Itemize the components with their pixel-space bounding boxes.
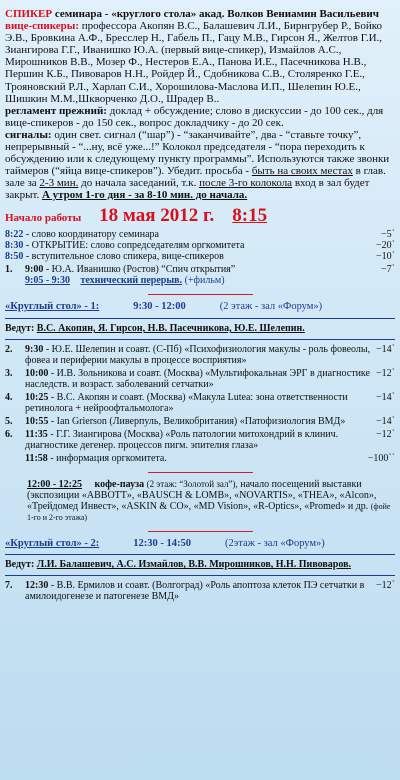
talk-item (5, 453, 395, 464)
talk-number: 3. (5, 367, 13, 379)
talk-text: - Ю.Е. Шелепин и соавт. (С-Пб) «Психофизиология макулы - роль фовеолы, фовеа и периферии макулы в процессе восприятия» (25, 343, 371, 366)
talk-number (5, 453, 25, 464)
talk-text: - В.С. Акопян и соавт. (Москва) «Макула Lutea: зона ответственности ретинолога + нейроофтальмолога» (25, 391, 348, 414)
coffee-note: (фойе 1-го и 2-го этажа) (27, 501, 391, 522)
chairs-names: Л.И. Балашевич, А.С. Измайлов, В.В. Мирошников, Н.Н. Пивоваров. (36, 559, 352, 571)
chairs-label: Ведут: (5, 559, 35, 571)
talk-time: 10:00 (25, 367, 49, 379)
talk-text: - Г.Г. Зиангирова (Москва) «Роль патологии митохондрий в клинич. диагностике дегенер. процессов пигм. эпителия глаза» (25, 428, 339, 451)
talk-item (5, 416, 395, 427)
talks-section-2 (5, 580, 395, 602)
section-time: 12:30 - 14:50 (133, 537, 191, 549)
talk-duration: −14` (376, 343, 395, 355)
reglament (5, 105, 395, 129)
talk-item (5, 429, 395, 451)
talk-duration: −14` (376, 415, 395, 427)
talk-duration: −100`` (367, 452, 395, 464)
schedule-time: 8:22 (5, 229, 24, 241)
start-line (5, 206, 395, 227)
talk-time: 11:58 (25, 452, 48, 464)
sig-mid: в глав. зале за (5, 165, 386, 190)
coffee-break (5, 479, 395, 523)
schedule-text: - вступительное слово спикера, вице-спикеров (25, 251, 224, 263)
break-text: технический перерыв. (80, 275, 183, 287)
speaker-line (5, 8, 395, 20)
section-place: (2 этаж - зал «Форум») (219, 301, 323, 313)
vice-label: вице-спикеры: (5, 20, 80, 33)
talk-text: - Ю.А. Иванишко (Ростов) “Спич открытия” (45, 264, 236, 276)
divider (148, 472, 253, 473)
header-block (5, 0, 395, 202)
talk-number: 6. (5, 428, 13, 440)
talk-duration: −7` (381, 264, 395, 276)
divider (148, 531, 253, 532)
coffee-text: начало посещений выставки (экспозиции «ABBOTT», «BAUSCH & LOMB», «NOVARTIS», «THEA», «Alcon», «Трейдомед Инвест», «ASKIN & CO», «MD Vision», «R-Optics», «Promed» и др. (27, 478, 377, 512)
talk-item (5, 392, 395, 414)
divider (148, 294, 253, 295)
talk-number: 7. (5, 580, 13, 592)
talk-item (5, 580, 395, 602)
speaker-text: семинара - «круглого стола» акад. Волков Вениамин Васильевич (54, 8, 379, 20)
section-place: (2этаж - зал «Форум») (225, 537, 325, 549)
divider (5, 554, 395, 555)
schedule-duration: −5` (381, 229, 395, 241)
opening-schedule (5, 229, 395, 262)
sig-u1: быть на своих местах (251, 165, 353, 178)
talk-number: 5. (5, 415, 13, 427)
sig-label: сигналы: (5, 128, 52, 141)
talk-item (5, 344, 395, 366)
break-line (5, 275, 395, 286)
talk-time: 10:55 (25, 415, 49, 427)
divider (5, 318, 395, 319)
talk-text: - Ian Grierson (Ливерпуль, Великобритания) «Патофизиология ВМД» (50, 415, 346, 427)
chairs (5, 559, 395, 570)
reg-text: доклад + обсуждение; слово в дискуссии - до 100 сек., для вице-спикеров - до 150 сек., вопрос докладчику - до 20 сек. (5, 104, 384, 129)
sig-end: вход в зал будет закрыт. (5, 177, 370, 202)
break-time: 9:05 - 9:30 (25, 275, 70, 287)
sig-u3: после 3-го колокола (199, 177, 293, 190)
divider (5, 575, 395, 576)
sig-mid2: до начала заседаний, т.к. (81, 177, 197, 190)
sig-text: один свет. сигнал (“шар”) - “заканчивайте”, два - “ставьте точку”, непрерывный - “...ну, всё уже...!” Колокол председателя - “пора переходить к обсуждению или к следующему пункту программы”. Используются также звонки таймеров (“яйца вице-спикеров”). Убедит. просьба - (5, 128, 390, 178)
schedule-time: 8:50 (5, 251, 24, 263)
coffee-time: 12:00 - 12:25 (27, 478, 82, 490)
talk-duration: −12` (376, 428, 395, 440)
section-header (5, 301, 395, 313)
section-title: «Круглый стол» - 1: (5, 301, 100, 313)
talk-text: - информация оргкомитета. (50, 452, 167, 464)
talk-item (5, 368, 395, 390)
talk-time: 12:30 (25, 580, 49, 592)
section-header (5, 538, 395, 550)
break-note: (+фильм) (184, 275, 225, 287)
schedule-row (5, 240, 395, 251)
talk-time: 9:00 (25, 264, 44, 276)
talk-text: - И.В. Зольникова и соавт. (Москва) «Мультифокальная ЭРГ в диагностике наследств. и возраст. заболеваний сетчатки» (25, 367, 370, 390)
schedule-text: - слово координатору семинара (25, 229, 159, 241)
speaker-label: СПИКЕР (5, 8, 53, 20)
morning-note: А утром 1-го дня - за 8-10 мин. до начала. (41, 189, 248, 202)
reg-label: регламент прежний: (5, 104, 107, 117)
coffee-label: кофе-пауза (94, 478, 145, 490)
schedule-text: - ОТКРЫТИЕ: слово сопредседателям оргкомитета (25, 240, 245, 252)
talk-number: 1. (5, 264, 13, 276)
talk-time: 10:25 (25, 391, 49, 403)
start-date: 18 мая 2012 г. (99, 204, 215, 226)
section-title: «Круглый стол» - 2: (5, 537, 100, 549)
talk-item (5, 264, 395, 275)
schedule-duration: −20` (376, 240, 395, 252)
vice-text: профессора Акопян В.С., Балашевич Л.И., Бирнгрубер Р., Бойко Э.В., Бровкина А.Ф., Бресслер Н., Габель П., Гацу М.В., Гирсон Я., Желтов Г.И., Зиангирова Г.Г., Иванишко Ю.А. (первый вице-спикер), Измайлов А.С., Мирошников В.В., Мозер Ф., Нестеров Е.А., Панова И.Е., Пасечникова Н.В., Першин К.Б., Пивоваров Н.Н., Ройдер Й., Сдобникова С.В., Столяренко Г.Е., Трояновский Р.Л., Харлап С.И., Хорошилова-Маслова И.П., Шелепин Ю.Е., Шишкин М.М.,Шкворченко Д.О., Шрадер В.. (5, 20, 383, 105)
start-label: Начало работы (5, 211, 82, 224)
start-time: 8:15 (232, 204, 268, 226)
schedule-row (5, 251, 395, 262)
section-time: 9:30 - 12:00 (133, 301, 186, 313)
talk-time: 9:30 (25, 343, 44, 355)
chairs-names: В.С. Акопян, Я. Гирсон, Н.В. Пасечникова, Ю.Е. Шелепин. (36, 322, 305, 334)
talk-duration: −12` (376, 367, 395, 379)
talk-duration: −14` (376, 391, 395, 403)
talk-number: 2. (5, 343, 13, 355)
schedule-time: 8:30 (5, 240, 24, 252)
talk-number: 4. (5, 391, 13, 403)
coffee-place: (2 этаж: “Золотой зал”), (146, 478, 238, 489)
talk-text: - В.В. Ермилов и соавт. (Волгоград) «Роль апоптоза клеток ПЭ сетчатки в амилоидогенезе и патогенезе ВМД» (25, 580, 365, 603)
chairs (5, 323, 395, 334)
talk-duration: −12` (376, 580, 395, 592)
signals (5, 129, 395, 202)
vice-speakers (5, 20, 395, 105)
divider (5, 339, 395, 340)
schedule-duration: −10` (376, 251, 395, 263)
chairs-label: Ведут: (5, 322, 35, 334)
sig-u2: 2-3 мин. (39, 177, 79, 190)
talks-section-1 (5, 344, 395, 464)
schedule-row (5, 229, 395, 240)
talk-time: 11:35 (25, 428, 48, 440)
